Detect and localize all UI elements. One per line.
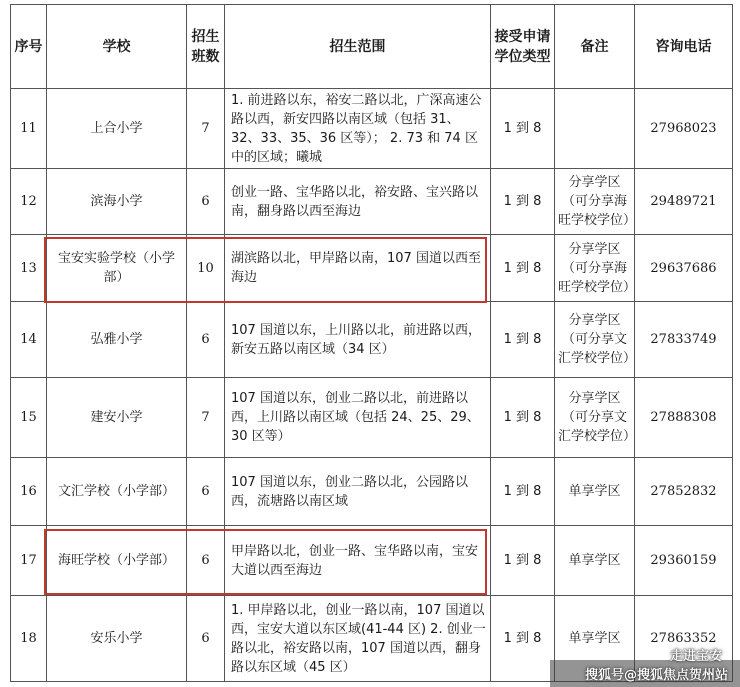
row-phone: 27888308 <box>635 378 733 458</box>
row-phone: 27968023 <box>635 89 733 169</box>
header-phone: 咨询电话 <box>635 5 733 89</box>
row-no: 16 <box>11 458 47 526</box>
row-note: 单享学区 <box>555 596 635 682</box>
row-type: 1 到 8 <box>491 596 555 682</box>
row-school: 海旺学校（小学部） <box>47 526 187 596</box>
header-range: 招生范围 <box>225 5 491 89</box>
header-row <box>11 5 733 89</box>
row-no: 18 <box>11 596 47 682</box>
row-range: 107 国道以东，创业二路以北，公园路以西，流塘路以南区域 <box>225 458 491 526</box>
row-school: 滨海小学 <box>47 169 187 235</box>
row-no: 15 <box>11 378 47 458</box>
row-no: 12 <box>11 169 47 235</box>
table-row <box>11 526 733 596</box>
row-classes: 6 <box>187 169 225 235</box>
table-row <box>11 378 733 458</box>
row-range: 湖滨路以北，甲岸路以南，107 国道以西至海边 <box>225 235 491 302</box>
row-range: 甲岸路以北，创业一路、宝华路以南，宝安大道以西至海边 <box>225 526 491 596</box>
row-no: 13 <box>11 235 47 302</box>
row-classes: 6 <box>187 596 225 682</box>
row-phone: 29637686 <box>635 235 733 302</box>
row-classes: 7 <box>187 89 225 169</box>
row-phone: 27852832 <box>635 458 733 526</box>
row-school: 建安小学 <box>47 378 187 458</box>
table-row <box>11 458 733 526</box>
header-note: 备注 <box>555 5 635 89</box>
header-school: 学校 <box>47 5 187 89</box>
header-classes: 招生班数 <box>187 5 225 89</box>
row-phone: 29489721 <box>635 169 733 235</box>
row-classes: 6 <box>187 526 225 596</box>
row-phone: 27863352 <box>635 596 733 682</box>
table-row <box>11 89 733 169</box>
row-classes: 10 <box>187 235 225 302</box>
row-type: 1 到 8 <box>491 302 555 378</box>
row-note: 分享学区（可分享海旺学校学位） <box>555 235 635 302</box>
header-type: 接受申请学位类型 <box>491 5 555 89</box>
row-no: 17 <box>11 526 47 596</box>
row-classes: 6 <box>187 302 225 378</box>
row-range: 1. 前进路以东，裕安二路以北，广深高速公路以西，新安四路以南区域（包括 31、32、33、35、36 区等）； 2. 73 和 74 区中的区域；曦城 <box>225 89 491 169</box>
row-note: 分享学区（可分享海旺学校学位） <box>555 169 635 235</box>
row-type: 1 到 8 <box>491 526 555 596</box>
row-school: 文汇学校（小学部） <box>47 458 187 526</box>
row-type: 1 到 8 <box>491 378 555 458</box>
row-school: 弘雅小学 <box>47 302 187 378</box>
row-school: 上合小学 <box>47 89 187 169</box>
row-note: 分享学区（可分享文汇学校学位） <box>555 378 635 458</box>
row-type: 1 到 8 <box>491 89 555 169</box>
row-range: 107 国道以东，创业二路以北，前进路以西，上川路以南区域（包括 24、25、29、30 区等） <box>225 378 491 458</box>
row-classes: 7 <box>187 378 225 458</box>
watermark-account: 走进宝安 <box>669 649 722 664</box>
row-school: 安乐小学 <box>47 596 187 682</box>
row-type: 1 到 8 <box>491 169 555 235</box>
row-phone: 27833749 <box>635 302 733 378</box>
enrollment-table <box>10 4 733 682</box>
row-note <box>555 89 635 169</box>
row-type: 1 到 8 <box>491 235 555 302</box>
row-note: 单享学区 <box>555 526 635 596</box>
table-row <box>11 302 733 378</box>
row-note: 分享学区（可分享文汇学校学位） <box>555 302 635 378</box>
header-no: 序号 <box>11 5 47 89</box>
row-range: 107 国道以东，上川路以北，前进路以西，新安五路以南区域（34 区） <box>225 302 491 378</box>
table-row <box>11 169 733 235</box>
row-range: 创业一路、宝华路以北，裕安路、宝兴路以南，翻身路以西至海边 <box>225 169 491 235</box>
row-no: 14 <box>11 302 47 378</box>
watermark-source: 搜狐号@搜狐焦点贺州站 <box>584 668 728 683</box>
row-note: 单享学区 <box>555 458 635 526</box>
row-school: 宝安实验学校（小学部） <box>47 235 187 302</box>
row-classes: 6 <box>187 458 225 526</box>
table-row <box>11 235 733 302</box>
row-no: 11 <box>11 89 47 169</box>
row-type: 1 到 8 <box>491 458 555 526</box>
row-phone: 29360159 <box>635 526 733 596</box>
row-range: 1. 甲岸路以北，创业一路以南，107 国道以西，宝安大道以东区域(41-44 区) 2. 创业一路以北，裕安路以南，107 国道以西，翻身路以东区域（45 区） <box>225 596 491 682</box>
